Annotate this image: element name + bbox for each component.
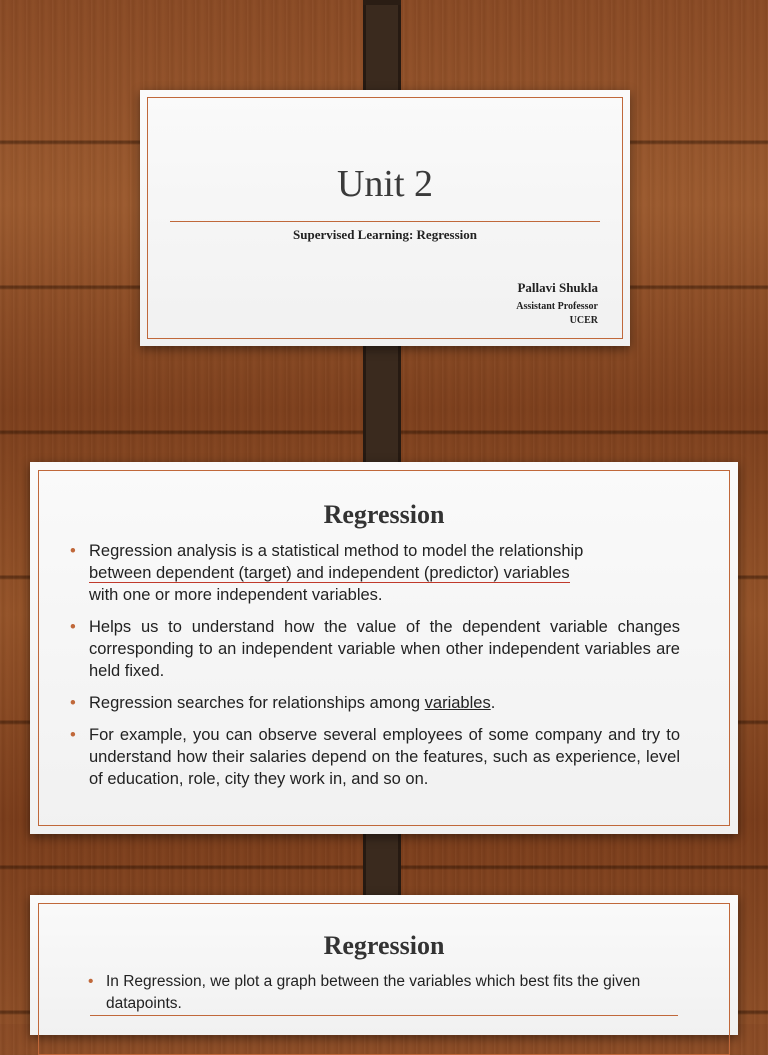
slide-3-regression[interactable] [30, 895, 738, 1035]
bullet-item: • For example, you can observe several employees of some company and try to understand how their salaries depend on the features, such as experience, level of education, role, city they work in, and so on. [70, 724, 680, 790]
bullet-item: • Helps us to understand how the value of the dependent variable changes corresponding to an independent variable when other independent variables are held fixed. [70, 616, 680, 682]
bullet-list [88, 971, 680, 1025]
slide-1-title-card[interactable] [140, 90, 630, 346]
title-divider [170, 221, 600, 222]
bullet-item: • In Regression, we plot a graph between the variables which best fits the given datapoints. [88, 971, 680, 1015]
bullet-list [70, 540, 680, 800]
hanging-strap-middle [363, 330, 401, 480]
slide-2-regression[interactable] [30, 462, 738, 834]
slide-subtitle: Supervised Learning: Regression [293, 227, 477, 242]
bullet-item: • Regression analysis is a statistical method to model the relationship between dependent (target) and independent (predictor) variables with one or more independent variables. [70, 540, 680, 606]
hanging-strap-top [363, 0, 401, 104]
variables-link[interactable]: variables [424, 694, 491, 712]
author-block [516, 280, 598, 326]
text-underline-rule [90, 1015, 678, 1016]
bullet-item: • Regression searches for relationships among variables. [70, 692, 680, 714]
slide-title: Regression [323, 500, 445, 529]
author-organization: UCER [569, 315, 598, 326]
underlined-phrase: between dependent (target) and independent (predictor) variables [89, 564, 570, 582]
slide-title: Regression [323, 931, 445, 960]
author-name: Pallavi Shukla [517, 280, 598, 295]
author-role: Assistant Professor [516, 301, 598, 312]
slide-title: Unit 2 [336, 163, 434, 205]
